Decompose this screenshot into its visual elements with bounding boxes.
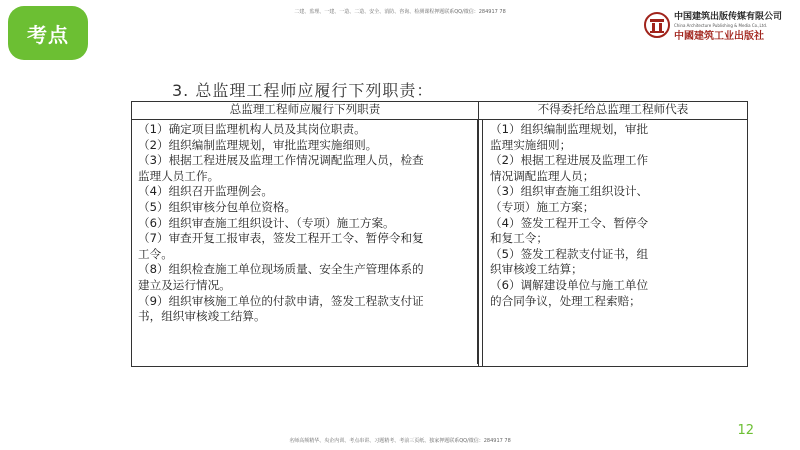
list-item: 建立及运行情况。 <box>138 277 231 292</box>
duties-cell <box>132 120 479 367</box>
publisher-emblem-icon <box>644 12 670 38</box>
list-item: 情况调配监理人员； <box>490 168 595 183</box>
list-item: （1）确定项目监理机构人员及其岗位职责。 <box>138 122 366 136</box>
duties-list <box>132 120 473 325</box>
publisher-name-en: China Architecture Publishing & Media Co.,Ltd. <box>673 23 768 28</box>
list-item: 的合同争议，处理工程索赔； <box>490 293 641 308</box>
list-item: （5）组织审核分包单位资格。 <box>138 199 297 214</box>
publisher-name-calligraphy: 中國建筑工业出版社 <box>673 31 764 42</box>
list-item: （4）组织召开监理例会。 <box>138 184 273 199</box>
list-item: 和复工令； <box>490 231 548 246</box>
list-item: （4）签发工程开工令、暂停令 <box>490 215 649 230</box>
list-item: （8）组织检查施工单位现场质量、安全生产管理体系的 <box>138 262 424 277</box>
top-watermark-note: 二建、监理、一建、一造、二造、安全、消防、咨询、检测课程押题联系QQ/微信：284917 78 <box>294 9 506 15</box>
table-header-right: 不得委托给总监理工程师代表 <box>479 102 748 120</box>
section-heading: 3. 总监理工程师应履行下列职责： <box>172 81 434 100</box>
list-item: （9）组织审核施工单位的付款申请，签发工程款支付证 <box>138 293 424 308</box>
list-item: 织审核竣工结算； <box>490 262 583 277</box>
list-item: （6）调解建设单位与施工单位 <box>490 277 649 292</box>
list-item: （6）组织审查施工组织设计、（专项）施工方案。 <box>138 215 395 230</box>
list-item: 工令。 <box>138 246 173 261</box>
bottom-watermark-note: 名师高频精华、央企内训、考点串讲、习题精考、考前三页纸、独家押题联系QQ/微信：284917 78 <box>289 438 511 444</box>
list-item: （7）审查开复工报审表，签发工程开工令、暂停令和复 <box>138 231 424 246</box>
non-delegable-list <box>482 120 747 366</box>
duties-frame <box>132 120 478 364</box>
duties-table <box>131 101 748 367</box>
list-item: （2）根据工程进展及监理工作 <box>490 153 649 168</box>
page-number: 12 <box>737 423 754 438</box>
topic-badge: 考点 <box>8 6 88 60</box>
non-delegable-cell <box>479 120 748 367</box>
list-item: （2）组织编制监理规划，审批监理实施细则。 <box>138 137 378 152</box>
list-item: （1）组织编制监理规划，审批 <box>490 122 649 136</box>
list-item: （专项）施工方案； <box>490 199 595 214</box>
publisher-name-cn: 中国建筑出版传媒有限公司 <box>673 12 782 22</box>
table-header-row <box>132 102 748 120</box>
list-item: 书，组织审核竣工结算。 <box>138 309 266 324</box>
list-item: （5）签发工程款支付证书，组 <box>490 246 649 261</box>
list-item: 监理人员工作。 <box>138 168 220 183</box>
table-header-left: 总监理工程师应履行下列职责 <box>132 102 479 120</box>
list-item: （3）根据工程进展及监理工作情况调配监理人员，检查 <box>138 153 424 168</box>
publisher-logo <box>644 12 782 43</box>
list-item: 监理实施细则； <box>490 137 572 152</box>
table-body-row <box>132 120 748 367</box>
list-item: （3）组织审查施工组织设计、 <box>490 184 649 199</box>
